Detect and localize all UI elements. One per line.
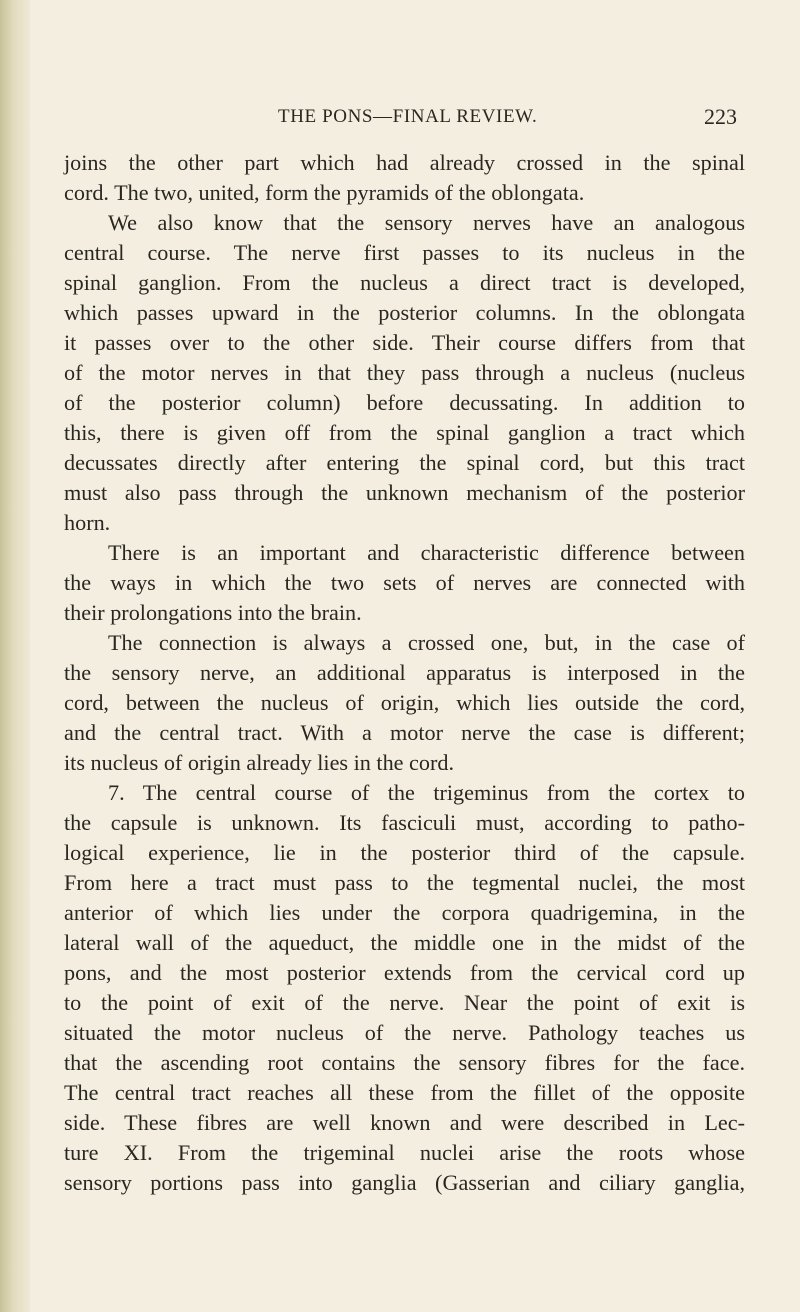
text-line: which passes upward in the posterior columns. In the oblongata (64, 300, 745, 325)
text-line: The connection is always a crossed one, but, in the case of (108, 630, 745, 655)
text-line: spinal ganglion. From the nucleus a direct tract is developed, (64, 270, 745, 295)
text-line: The central tract reaches all these from the fillet of the opposite (64, 1080, 745, 1105)
book-spine-shadow (0, 0, 30, 1312)
text-line: There is an important and characteristic difference between (108, 540, 745, 565)
text-line: the sensory nerve, an additional apparatus is interposed in the (64, 660, 745, 685)
text-line: of the posterior column) before decussating. In addition to (64, 390, 745, 415)
text-line: From here a tract must pass to the tegmental nuclei, the most (64, 870, 745, 895)
text-line: 7. The central course of the trigeminus from the cortex to (108, 780, 745, 805)
text-line: that the ascending root contains the sensory fibres for the face. (64, 1050, 745, 1075)
text-line: side. These fibres are well known and were described in Lec- (64, 1110, 745, 1135)
text-line: cord, between the nucleus of origin, which lies outside the cord, (64, 690, 745, 715)
text-line: sensory portions pass into ganglia (Gasserian and ciliary ganglia, (64, 1170, 745, 1195)
text-line: their prolongations into the brain. (64, 600, 362, 625)
text-line: and the central tract. With a motor nerve the case is different; (64, 720, 745, 745)
body-text (64, 148, 745, 1198)
text-line: cord. The two, united, form the pyramids of the oblongata. (64, 180, 585, 205)
text-line: must also pass through the unknown mechanism of the posterior (64, 480, 745, 505)
page-header (0, 104, 800, 134)
text-line: situated the motor nucleus of the nerve. Pathology teaches us (64, 1020, 745, 1045)
text-line: lateral wall of the aqueduct, the middle one in the midst of the (64, 930, 745, 955)
text-line: horn. (64, 510, 111, 535)
text-line: to the point of exit of the nerve. Near the point of exit is (64, 990, 745, 1015)
text-line: anterior of which lies under the corpora quadrigemina, in the (64, 900, 745, 925)
text-line: logical experience, lie in the posterior third of the capsule. (64, 840, 745, 865)
text-line: of the motor nerves in that they pass through a nucleus (nucleus (64, 360, 745, 385)
text-line: We also know that the sensory nerves have an analogous (108, 210, 745, 235)
text-line: joins the other part which had already crossed in the spinal (64, 150, 745, 175)
text-line: pons, and the most posterior extends from the cervical cord up (64, 960, 745, 985)
text-line: central course. The nerve first passes to its nucleus in the (64, 240, 745, 265)
text-line: it passes over to the other side. Their course differs from that (64, 330, 745, 355)
text-line: decussates directly after entering the spinal cord, but this tract (64, 450, 745, 475)
running-head: THE PONS—FINAL REVIEW. (278, 106, 538, 127)
text-line: the capsule is unknown. Its fasciculi must, according to patho- (64, 810, 745, 835)
text-line: the ways in which the two sets of nerves are connected with (64, 570, 745, 595)
text-line: ture XI. From the trigeminal nuclei arise the roots whose (64, 1140, 745, 1165)
page-number: 223 (704, 104, 737, 129)
text-line: this, there is given off from the spinal ganglion a tract which (64, 420, 745, 445)
text-line: its nucleus of origin already lies in the cord. (64, 750, 455, 775)
